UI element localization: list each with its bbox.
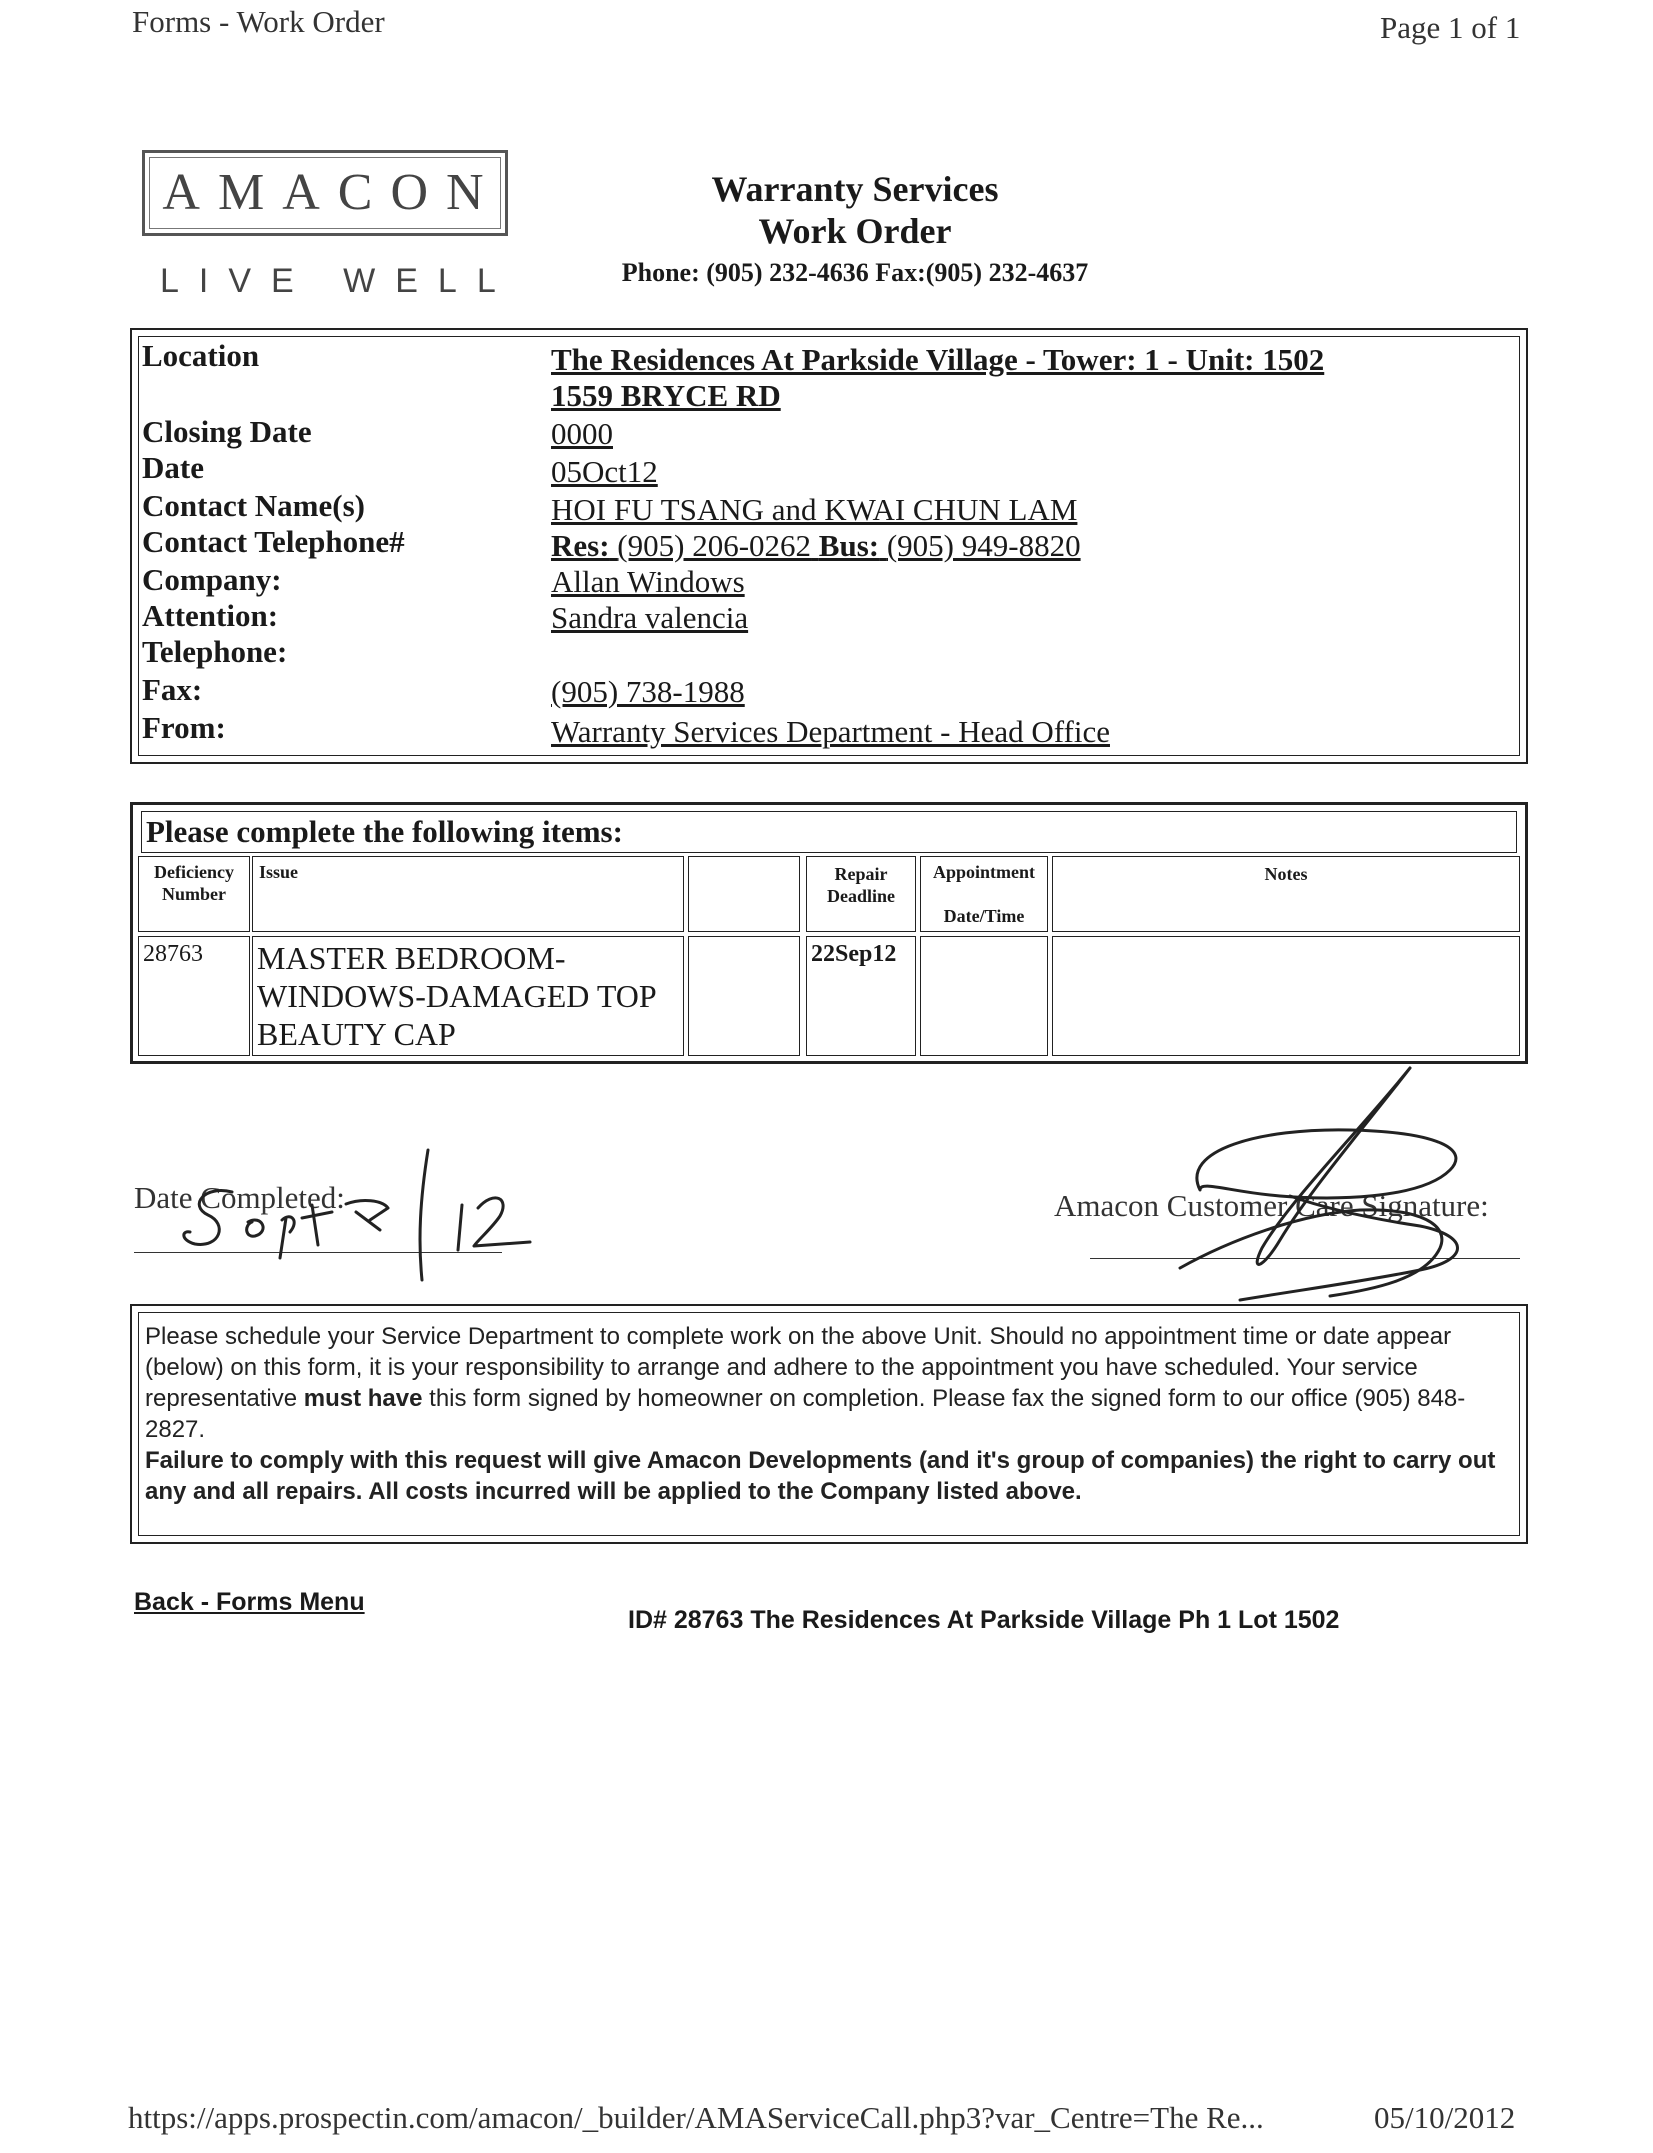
value-address: 1559 BRYCE RD: [551, 378, 781, 413]
id-line: ID# 28763 The Residences At Parkside Village Ph 1 Lot 1502: [628, 1606, 1340, 1634]
signature-line: [1090, 1258, 1520, 1259]
label-telephone: Telephone:: [142, 634, 288, 669]
value-contact-names: HOI FU TSANG and KWAI CHUN LAM: [551, 492, 1078, 527]
value-closing-date: 0000: [551, 416, 613, 451]
footer-url: https://apps.prospectin.com/amacon/_builder/AMAServiceCall.php3?var_Centre=The Re...: [128, 2100, 1264, 2135]
label-company: Company:: [142, 562, 282, 597]
td-appointment: [920, 936, 1048, 1056]
notice-paragraph: [145, 1321, 1513, 1445]
th-appointment-sub: Date/Time: [943, 906, 1025, 926]
notice-warning: Failure to comply with this request will give Amacon Developments (and it's group of companies) the right to carry out any and all repairs. All costs incurred will be applied to the Company listed above.: [145, 1447, 1496, 1505]
label-attention: Attention:: [142, 598, 279, 633]
label-fax: Fax:: [142, 672, 203, 707]
th-repair-deadline: [806, 856, 916, 932]
items-heading: Please complete the following items:: [141, 811, 1517, 853]
bus-label: Bus:: [818, 528, 880, 563]
label-from: From:: [142, 710, 226, 745]
deficiency-number: 28763: [143, 941, 203, 967]
th-deficiency-label: Deficiency Number: [154, 862, 234, 904]
td-repair-deadline: [806, 936, 916, 1056]
th-appointment-label: Appointment: [932, 862, 1035, 882]
title-block: [540, 168, 1170, 290]
td-notes: [1052, 936, 1520, 1056]
res-label: Res:: [551, 528, 610, 563]
back-forms-menu-link[interactable]: Back - Forms Menu: [134, 1588, 365, 1616]
label-contact-names: Contact Name(s): [142, 488, 365, 523]
notice-text-a: Please schedule your Service Department to complete work on the above Unit. Should no appointment time or date appear (below) on this form, it is your responsibility to arrange and adhere to the appointment you have scheduled. Your service representative: [145, 1323, 1452, 1412]
td-blank: [688, 936, 800, 1056]
repair-deadline-value: 22Sep12: [811, 941, 897, 967]
th-notes: [1052, 856, 1520, 932]
th-notes-label: Notes: [1264, 864, 1308, 884]
td-issue: [252, 936, 684, 1056]
date-completed-line: [134, 1252, 502, 1253]
title-work-order: Work Order: [758, 211, 952, 251]
value-from: Warranty Services Department - Head Office: [551, 714, 1110, 749]
value-date: 05Oct12: [551, 454, 658, 489]
notice-box: [130, 1304, 1528, 1544]
label-date: Date: [142, 450, 204, 485]
issue-text: MASTER BEDROOM-WINDOWS-DAMAGED TOP BEAUTY CAP: [257, 940, 656, 1052]
value-fax: (905) 738-1988: [551, 674, 745, 709]
logo-tagline: LIVE WELL: [160, 262, 516, 300]
td-number: [138, 936, 250, 1056]
notice-text-b: this form signed by homeowner on completion. Please fax the signed form to our office (905) 848-2827.: [145, 1385, 1466, 1443]
form-title: Forms - Work Order: [132, 4, 385, 39]
th-blank: [688, 856, 800, 932]
phone-fax: Phone: (905) 232-4636 Fax:(905) 232-4637: [621, 258, 1089, 287]
logo-name: AMACON: [162, 164, 502, 221]
page-number: Page 1 of 1: [1380, 10, 1521, 45]
signature-scribble: [1180, 1068, 1458, 1300]
footer-date: 05/10/2012: [1374, 2100, 1516, 2135]
date-completed-label: Date Completed:: [134, 1180, 345, 1215]
th-repair-label: Repair Deadline: [826, 864, 895, 906]
th-deficiency: [138, 856, 250, 932]
signature-label: Amacon Customer Care Signature:: [1054, 1188, 1489, 1223]
th-issue: [252, 856, 684, 932]
label-contact-telephone: Contact Telephone#: [142, 524, 405, 559]
value-contact-telephone: [551, 528, 1081, 564]
value-location: The Residences At Parkside Village - Tower: 1 - Unit: 1502: [551, 342, 1325, 377]
th-appointment: [920, 856, 1048, 932]
value-company: Allan Windows: [551, 564, 745, 599]
res-phone: (905) 206-0262: [617, 528, 812, 563]
label-closing-date: Closing Date: [142, 414, 312, 449]
label-location: Location: [142, 338, 260, 373]
value-attention: Sandra valencia: [551, 600, 749, 635]
bus-phone: (905) 949-8820: [886, 528, 1081, 563]
title-warranty-services: Warranty Services: [711, 169, 999, 209]
amacon-logo: [142, 150, 508, 236]
notice-must-have: must have: [303, 1385, 423, 1412]
th-issue-label: Issue: [259, 862, 299, 882]
